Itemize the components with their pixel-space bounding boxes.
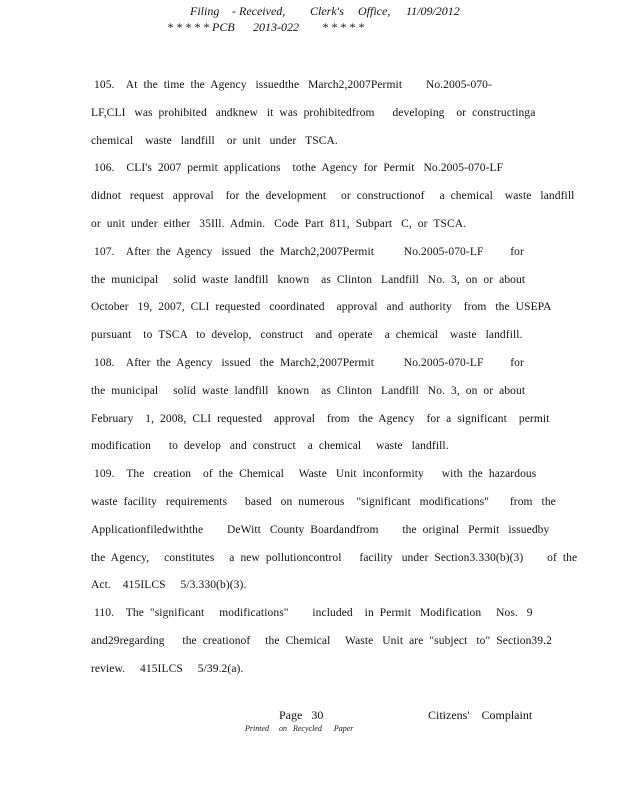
text-line: and29regarding the creationof the Chemical Waste Unit are "subject to" Section39.2 xyxy=(91,634,552,647)
header-filing: Filing xyxy=(190,4,220,18)
header-date: 11/09/2012 xyxy=(406,4,460,18)
text-line: February 1, 2008, CLI requested approval from the Agency for a significant permit xyxy=(91,412,550,425)
text-line: review. 415ILCS 5/39.2(a). xyxy=(91,662,244,675)
text-line: the Agency, constitutes a new pollutioncontrol facility under Section3.330(b)(3) of the xyxy=(91,551,578,564)
header-stars-right: * * * * * xyxy=(322,20,364,34)
text-line: 110. The "significant modifications" included in Permit Modification Nos. 9 xyxy=(94,607,533,620)
text-line: chemical waste landfill or unit under TSCA. xyxy=(91,134,338,147)
text-line: Act. 415ILCS 5/3.330(b)(3). xyxy=(91,579,247,592)
header-clerks: Clerk's xyxy=(310,4,344,18)
page-number: Page 30 xyxy=(279,708,324,722)
text-line: Applicationfiledwiththe DeWitt County Boardandfrom the original Permit issuedby xyxy=(91,523,550,536)
text-line: the municipal solid waste landfill known as Clinton Landfill No. 3, on or about xyxy=(91,273,526,286)
text-line: modification to develop and construct a chemical waste landfill. xyxy=(91,440,449,453)
text-line: waste facility requirements based on numerous "significant modifications" from the xyxy=(91,495,556,508)
text-line: 107. After the Agency issued the March2,2007Permit No.2005-070-LF for xyxy=(94,245,524,258)
header-received: - Received, xyxy=(232,4,286,18)
text-line: 108. After the Agency issued the March2,2007Permit No.2005-070-LF for xyxy=(94,356,524,369)
header-docket-number: 2013-022 xyxy=(253,20,299,34)
text-line: LF,CLI was prohibited andknew it was prohibitedfrom developing or constructinga xyxy=(91,106,536,119)
text-line: the municipal solid waste landfill known as Clinton Landfill No. 3, on or about xyxy=(91,384,526,397)
text-line: or unit under either 35Ill. Admin. Code Part 811, Subpart C, or TSCA. xyxy=(91,217,467,230)
complaint-body xyxy=(91,72,578,684)
text-line: didnot request approval for the development or constructionof a chemical waste landfill xyxy=(91,190,575,203)
text-line: October 19, 2007, CLI requested coordinated approval and authority from the USEPA xyxy=(91,301,552,314)
header-stars-left: * * * * * PCB xyxy=(167,20,235,34)
text-line: 105. At the time the Agency issuedthe March2,2007Permit No.2005-070- xyxy=(94,79,492,91)
text-line: 109. The creation of the Chemical Waste Unit inconformity with the hazardous xyxy=(94,468,537,481)
header-office: Office, xyxy=(358,4,391,18)
text-line: pursuant to TSCA to develop, construct and operate a chemical waste landfill. xyxy=(91,329,523,342)
text-line: 106. CLI's 2007 permit applications tothe Agency for Permit No.2005-070-LF xyxy=(94,162,504,175)
printed-note: Printed on Recycled Paper xyxy=(245,724,354,733)
header-docket-line xyxy=(0,20,618,80)
document-title: Citizens' Complaint xyxy=(428,708,533,722)
